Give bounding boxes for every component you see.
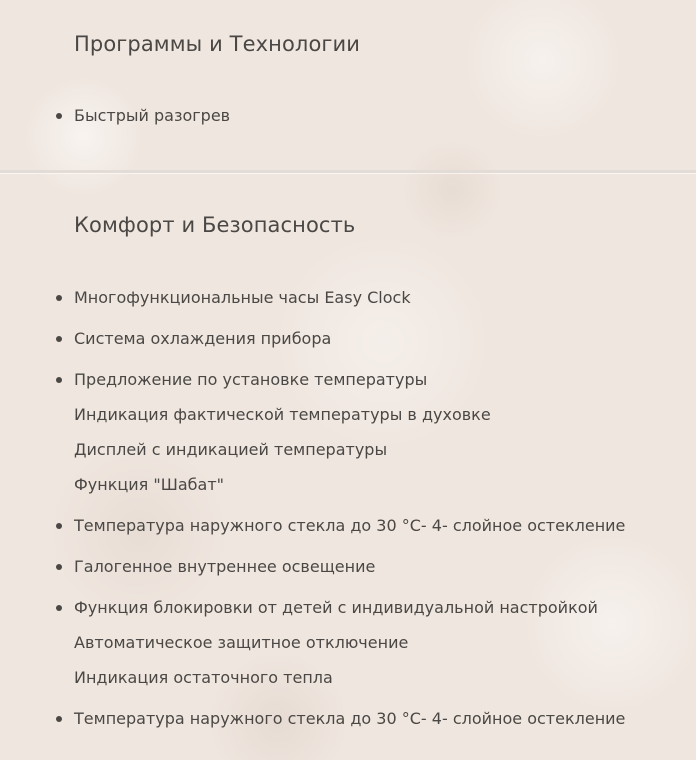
feature-item xyxy=(0,701,696,736)
feature-item xyxy=(0,362,696,502)
bullet-icon xyxy=(56,605,62,611)
feature-text: Индикация фактической температуры в духовке xyxy=(74,405,491,424)
feature-item xyxy=(0,280,696,315)
feature-item xyxy=(0,590,696,695)
feature-item xyxy=(0,98,696,133)
feature-text: Температура наружного стекла до 30 °C- 4- слойное остекление xyxy=(74,516,626,535)
comfort-feature-list xyxy=(0,280,696,736)
feature-text: Многофункциональные часы Easy Clock xyxy=(74,288,411,307)
bullet-icon xyxy=(56,295,62,301)
feature-text: Функция "Шабат" xyxy=(74,475,224,494)
feature-item xyxy=(0,549,696,584)
feature-text: Дисплей с индикацией температуры xyxy=(74,440,388,459)
bullet-icon xyxy=(56,377,62,383)
feature-text: Предложение по установке температуры xyxy=(74,370,428,389)
bullet-icon xyxy=(56,336,62,342)
programs-title: Программы и Технологии xyxy=(74,32,361,56)
feature-text: Функция блокировки от детей с индивидуальной настройкой xyxy=(74,598,598,617)
programs-section xyxy=(0,0,696,170)
feature-text: Автоматическое защитное отключение xyxy=(74,633,409,652)
feature-text: Быстрый разогрев xyxy=(74,106,231,125)
feature-text: Система охлаждения прибора xyxy=(74,329,332,348)
bullet-icon xyxy=(56,716,62,722)
feature-text: Индикация остаточного тепла xyxy=(74,668,333,687)
feature-item xyxy=(0,508,696,543)
feature-text: Температура наружного стекла до 30 °C- 4- слойное остекление xyxy=(74,709,626,728)
bullet-icon xyxy=(56,113,62,119)
programs-feature-list xyxy=(0,98,696,133)
comfort-section xyxy=(0,173,696,760)
bullet-icon xyxy=(56,564,62,570)
bullet-icon xyxy=(56,523,62,529)
feature-item xyxy=(0,321,696,356)
comfort-title: Комфорт и Безопасность xyxy=(74,213,356,237)
feature-text: Галогенное внутреннее освещение xyxy=(74,557,376,576)
